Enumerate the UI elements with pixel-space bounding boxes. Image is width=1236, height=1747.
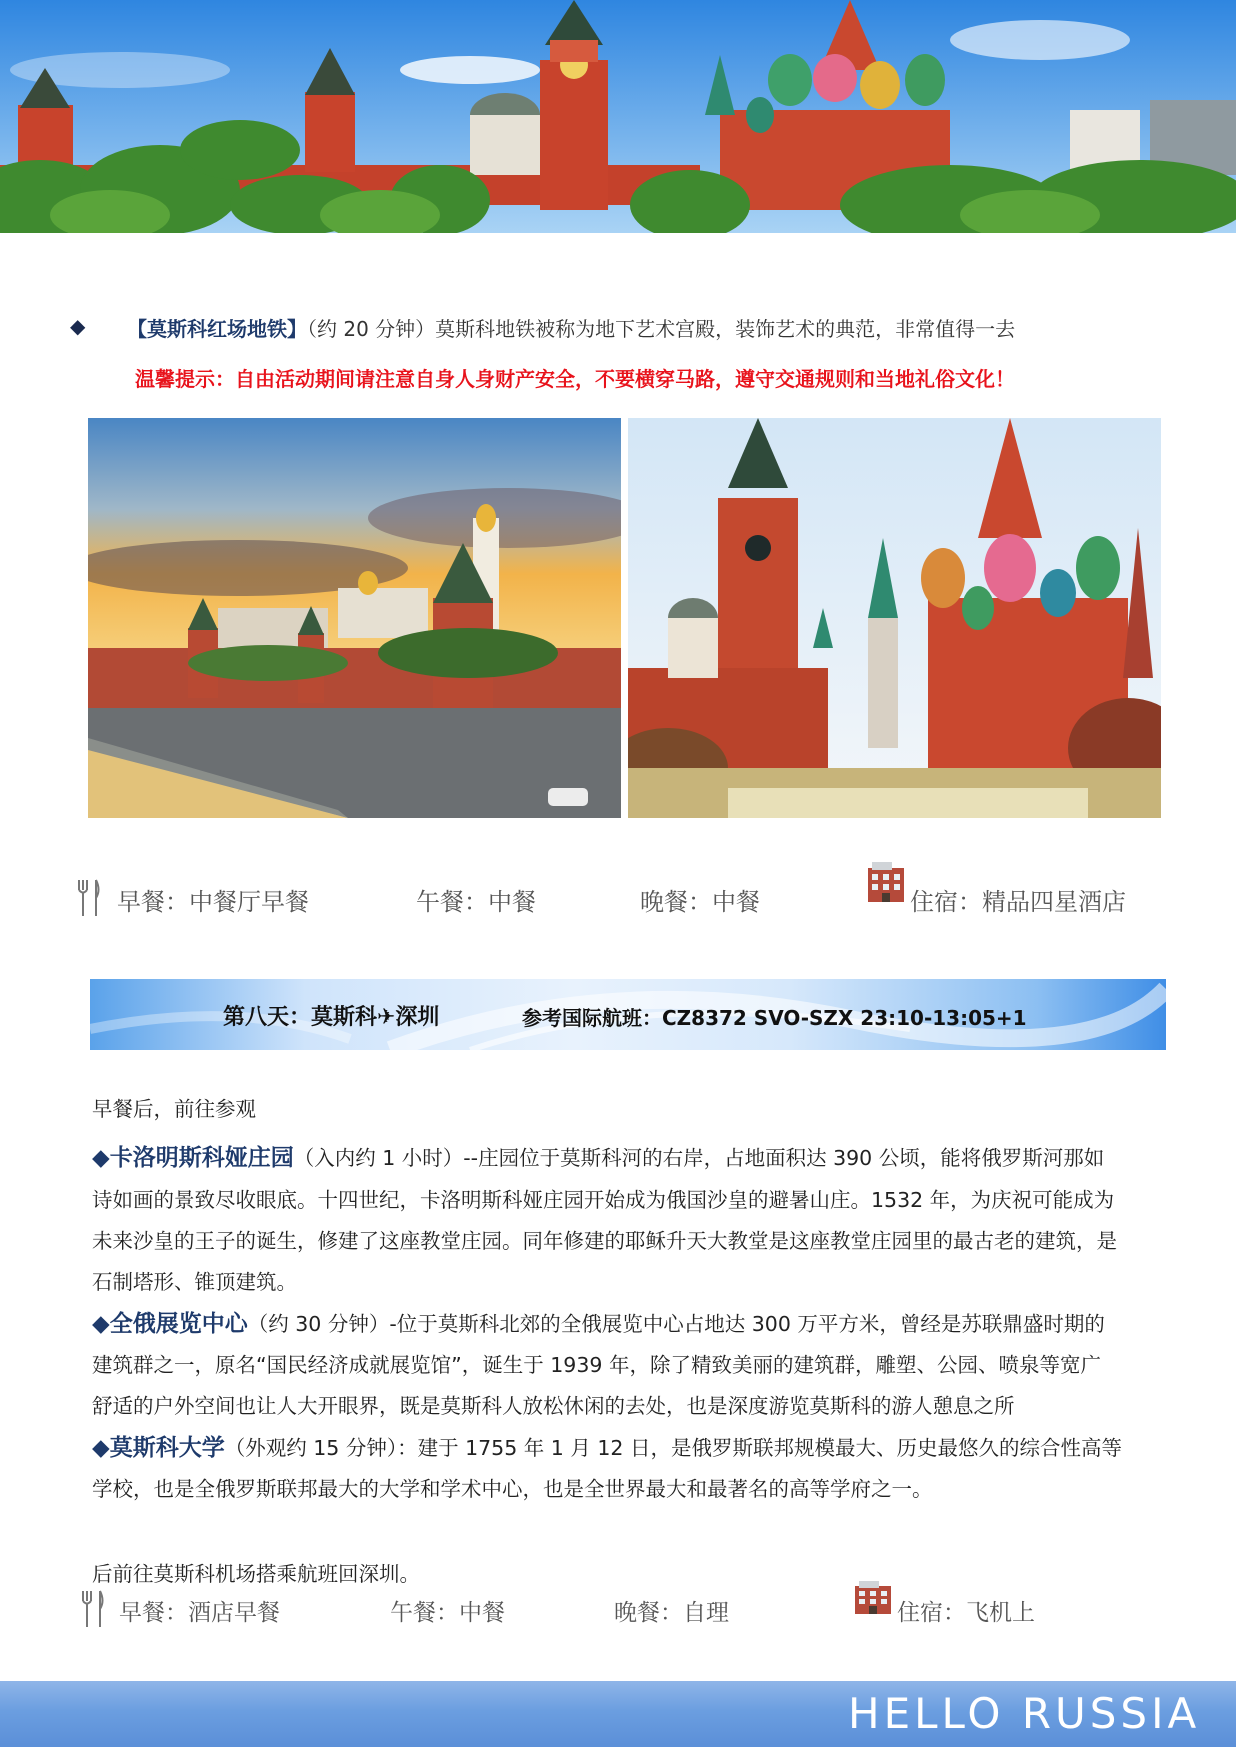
kolomenskoye-paragraph <box>92 1139 1104 1172</box>
header-banner-image <box>0 0 1236 233</box>
vdnkh-line-3: 舒适的户外空间也让人大开眼界，既是莫斯科人放松休闲的去处，也是深度游览莫斯科的游人憩息之所 <box>92 1394 1015 1418</box>
bullet-diamond-icon: ◆ <box>70 314 86 338</box>
safety-warning: 温馨提示：自由活动期间请注意自身人身财产安全，不要横穿马路，遵守交通规则和当地礼俗文化！ <box>135 367 1015 391</box>
kolomenskoye-title: ◆卡洛明斯科娅庄园 <box>92 1145 294 1171</box>
day8-hotel-info: 住宿：飞机上 <box>897 1600 1035 1626</box>
kolomenskoye-line-4: 石制塔形、锥顶建筑。 <box>92 1270 297 1294</box>
kolomenskoye-line-3: 未来沙皇的王子的诞生，修建了这座教堂庄园。同年修建的耶稣升天大教堂是这座教堂庄园里的最古老的建筑，是 <box>92 1229 1117 1253</box>
msu-title: ◆莫斯科大学 <box>92 1435 225 1461</box>
metro-paragraph <box>127 313 1015 342</box>
fork-knife-icon <box>76 878 102 922</box>
footer-hello-russia: HELLO RUSSIA <box>848 1689 1201 1738</box>
day8-dinner-info: 晚餐：自理 <box>614 1600 729 1626</box>
kolomenskoye-line-1: （入内约 1 小时）--庄园位于莫斯科河的右岸，占地面积达 390 公顷，能将俄罗斯河那如 <box>293 1146 1105 1170</box>
msu-paragraph <box>92 1429 1122 1462</box>
vdnkh-line-2: 建筑群之一，原名“国民经济成就展览馆”，诞生于 1939 年，除了精致美丽的建筑群，雕塑、公园、喷泉等宽广 <box>92 1353 1101 1377</box>
hotel-info: 住宿：精品四星酒店 <box>910 888 1126 916</box>
dinner-info: 晚餐：中餐 <box>640 888 760 916</box>
breakfast-info: 早餐：中餐厅早餐 <box>117 888 309 916</box>
vdnkh-title: ◆全俄展览中心 <box>92 1311 248 1337</box>
hotel-building-icon <box>853 1580 893 1620</box>
metro-description: （约 20 分钟）莫斯科地铁被称为地下艺术宫殿，装饰艺术的典范，非常值得一去 <box>307 317 1016 341</box>
day8-header-bar <box>90 979 1166 1050</box>
vdnkh-paragraph <box>92 1305 1105 1338</box>
st-basils-cathedral-photo <box>628 418 1161 818</box>
msu-line-1: （外观约 15 分钟）：建于 1755 年 1 月 12 日，是俄罗斯联邦规模最大、历史最悠久的综合性高等 <box>224 1436 1122 1460</box>
vdnkh-line-1: （约 30 分钟）-位于莫斯科北郊的全俄展览中心占地达 300 万平方米，曾经是苏联鼎盛时期的 <box>247 1312 1105 1336</box>
day8-intro: 早餐后，前往参观 <box>92 1097 256 1121</box>
hotel-building-icon <box>866 860 906 908</box>
day8-outro: 后前往莫斯科机场搭乘航班回深圳。 <box>92 1562 420 1586</box>
kolomenskoye-line-2: 诗如画的景致尽收眼底。十四世纪，卡洛明斯科娅庄园开始成为俄国沙皇的避暑山庄。1532 年，为庆祝可能成为 <box>92 1188 1115 1212</box>
day8-title: 第八天：莫斯科✈深圳 <box>223 1005 440 1030</box>
msu-line-2: 学校，也是全俄罗斯联邦最大的大学和学术中心，也是全世界最大和最著名的高等学府之一。 <box>92 1477 933 1501</box>
lunch-info: 午餐：中餐 <box>416 888 536 916</box>
fork-knife-icon <box>80 1589 106 1633</box>
metro-title: 【莫斯科红场地铁】 <box>127 317 307 341</box>
day8-breakfast-info: 早餐：酒店早餐 <box>119 1600 280 1626</box>
kremlin-wall-photo <box>88 418 621 818</box>
day8-flight-info: 参考国际航班：CZ8372 SVO-SZX 23:10-13:05+1 <box>522 1006 1027 1030</box>
footer-bar <box>0 1681 1236 1747</box>
day8-lunch-info: 午餐：中餐 <box>390 1600 505 1626</box>
